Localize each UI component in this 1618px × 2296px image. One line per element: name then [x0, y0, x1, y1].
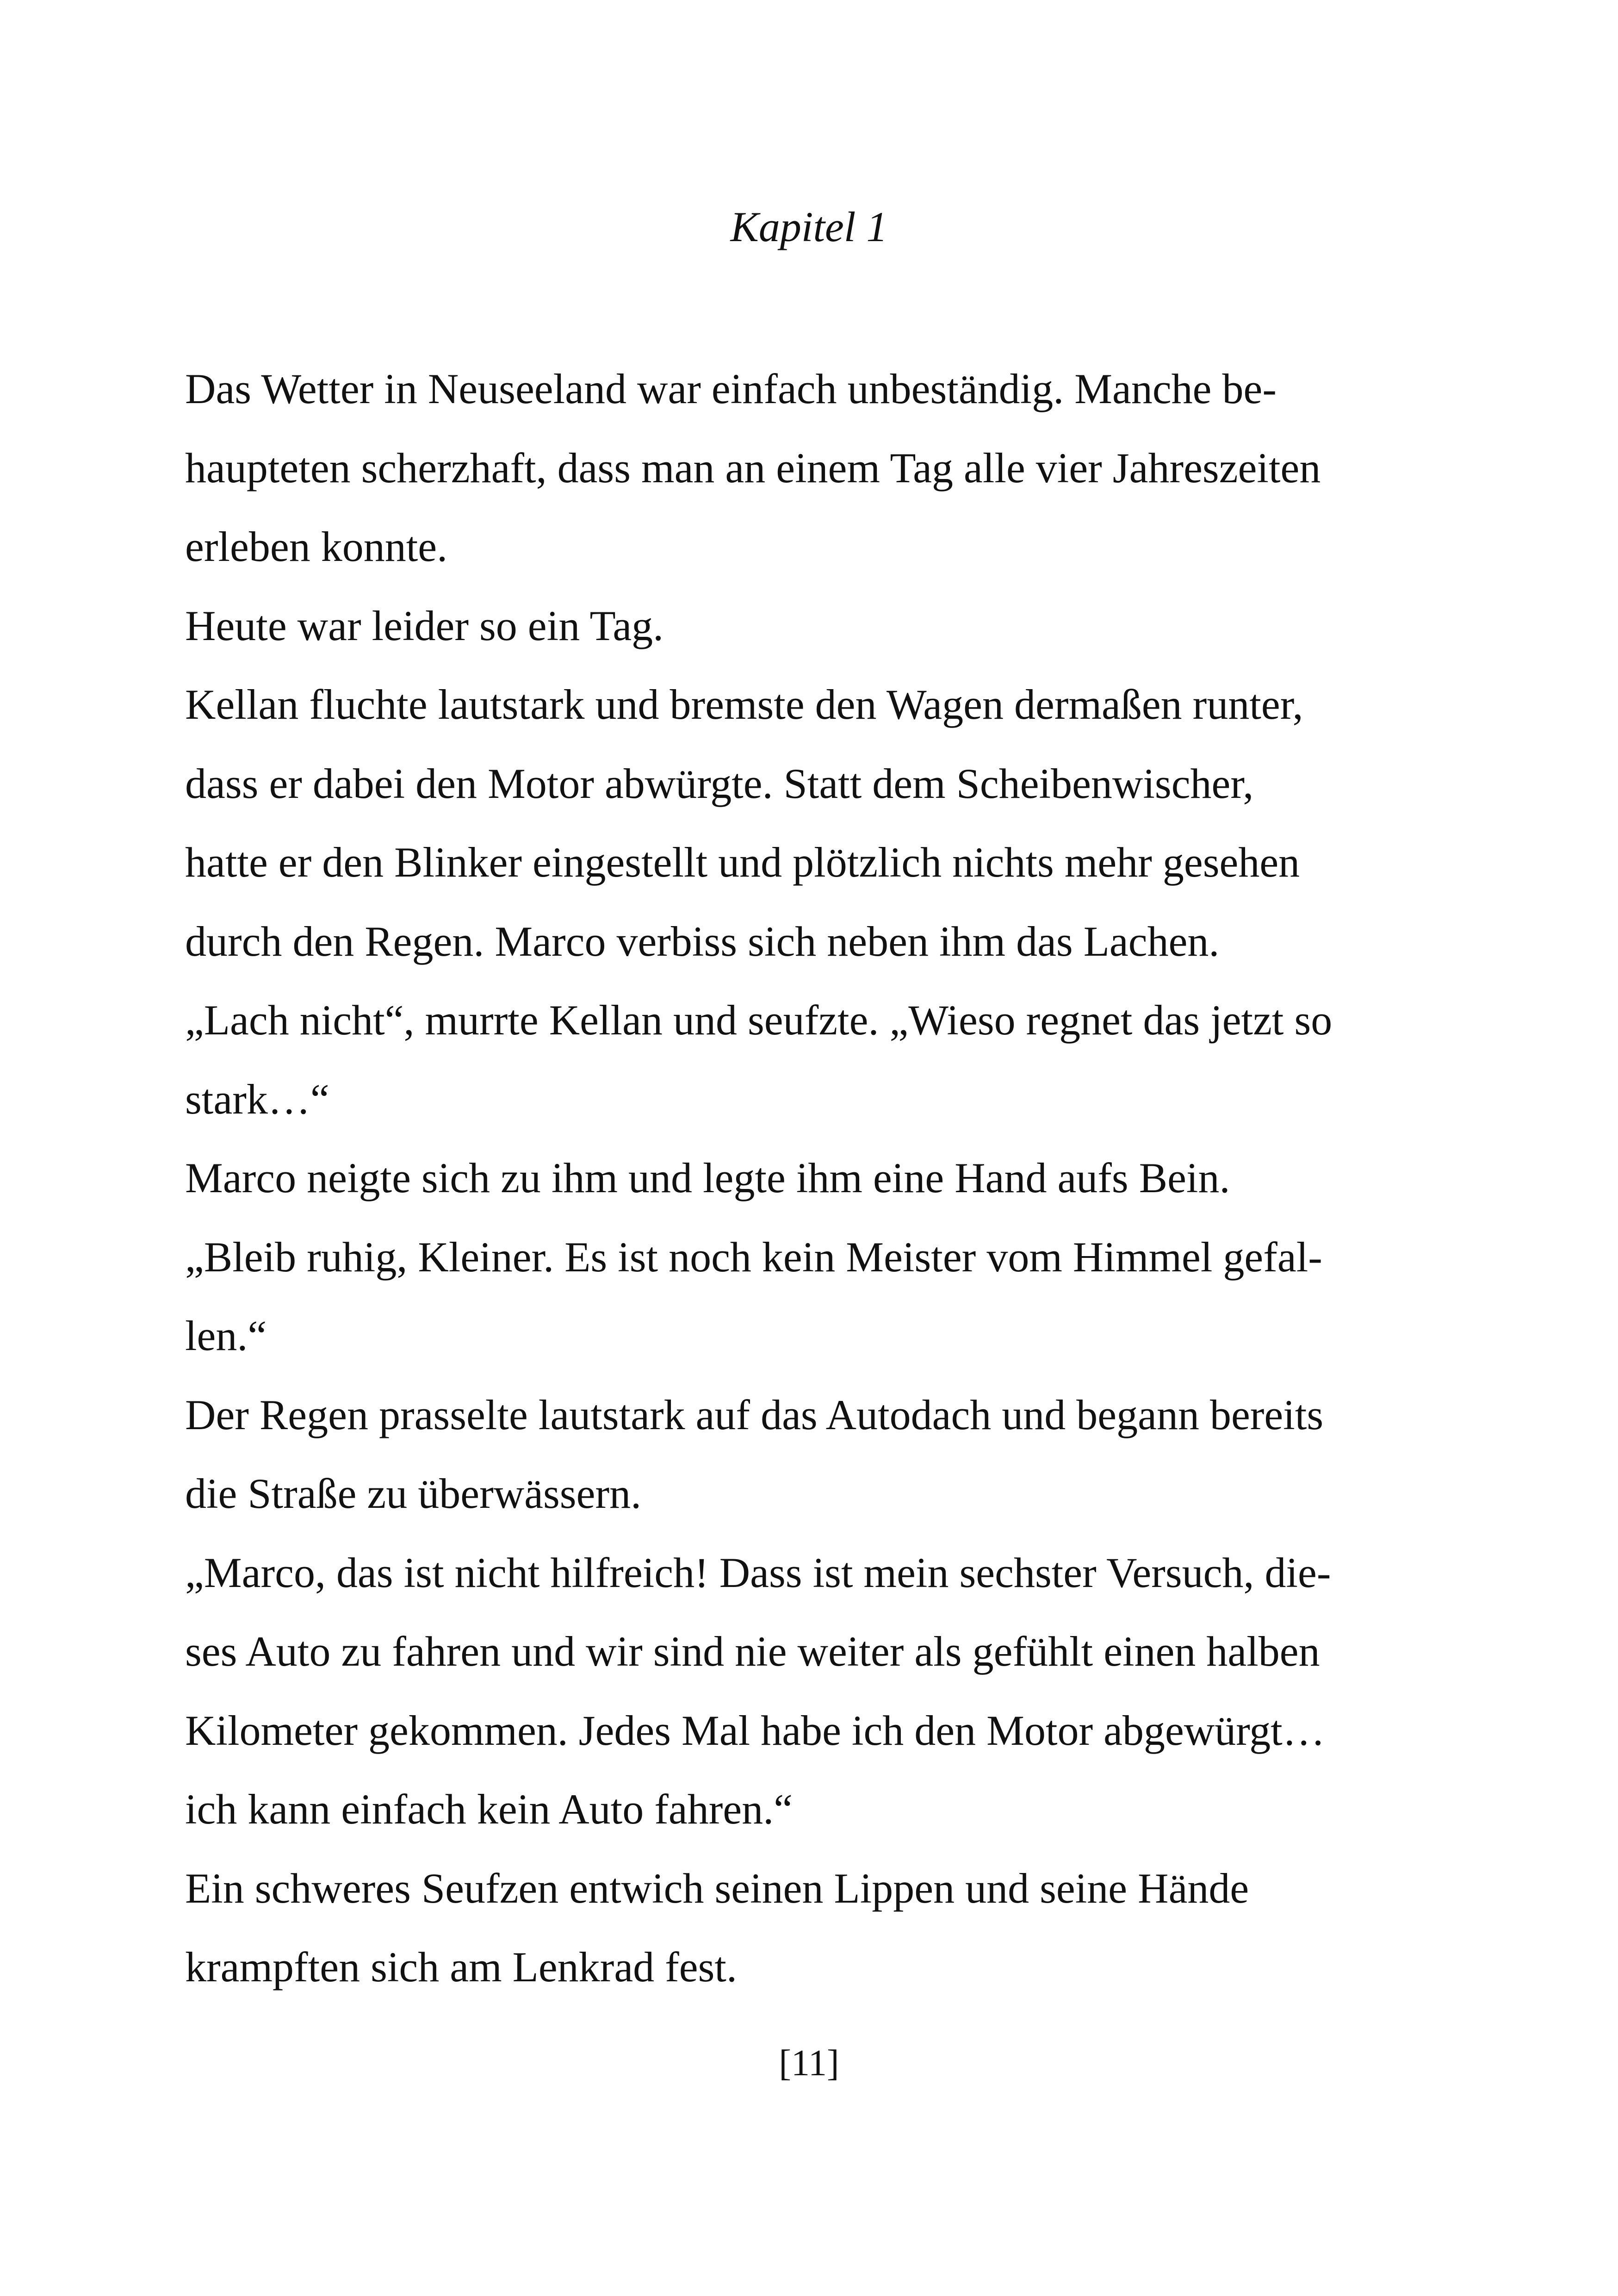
text-line: stark…“ — [185, 1075, 329, 1123]
text-line: ses Auto zu fahren und wir sind nie weiter als gefühlt einen halben — [185, 1628, 1320, 1675]
text-line: krampften sich am Lenkrad fest. — [185, 1943, 737, 1991]
text-line: Ein schweres Seufzen entwich seinen Lippen und seine Hände — [185, 1864, 1249, 1912]
text-line: Kilometer gekommen. Jedes Mal habe ich den Motor abgewürgt… — [185, 1706, 1325, 1754]
text-line: „Bleib ruhig, Kleiner. Es ist noch kein Meister vom Himmel gefal- — [185, 1233, 1322, 1281]
text-line: len.“ — [185, 1312, 267, 1359]
text-line: Kellan fluchte lautstark und bremste den Wagen dermaßen runter, — [185, 681, 1303, 728]
text-line: dass er dabei den Motor abwürgte. Statt dem Scheibenwischer, — [185, 759, 1254, 807]
text-line: Marco neigte sich zu ihm und legte ihm eine Hand aufs Bein. — [185, 1154, 1230, 1201]
page-number: [11] — [779, 2043, 839, 2084]
chapter-body-text — [185, 349, 1462, 2007]
text-line: ich kann einfach kein Auto fahren.“ — [185, 1786, 793, 1833]
text-line: Der Regen prasselte lautstark auf das Autodach und begann bereits — [185, 1391, 1324, 1438]
text-line: erleben konnte. — [185, 523, 448, 570]
text-line: durch den Regen. Marco verbiss sich neben ihm das Lachen. — [185, 917, 1220, 965]
text-line: „Marco, das ist nicht hilfreich! Dass ist mein sechster Versuch, die- — [185, 1549, 1331, 1596]
text-line: „Lach nicht“, murrte Kellan und seufzte. „Wieso regnet das jetzt so — [185, 996, 1333, 1044]
text-line: hatte er den Blinker eingestellt und plötzlich nichts mehr gesehen — [185, 839, 1300, 886]
text-line: die Straße zu überwässern. — [185, 1470, 642, 1517]
text-line: Das Wetter in Neuseeland war einfach unbeständig. Manche be- — [185, 365, 1277, 412]
chapter-title: Kapitel 1 — [730, 203, 888, 250]
text-line: Heute war leider so ein Tag. — [185, 602, 664, 649]
text-line: haupteten scherzhaft, dass man an einem Tag alle vier Jahreszeiten — [185, 444, 1321, 492]
